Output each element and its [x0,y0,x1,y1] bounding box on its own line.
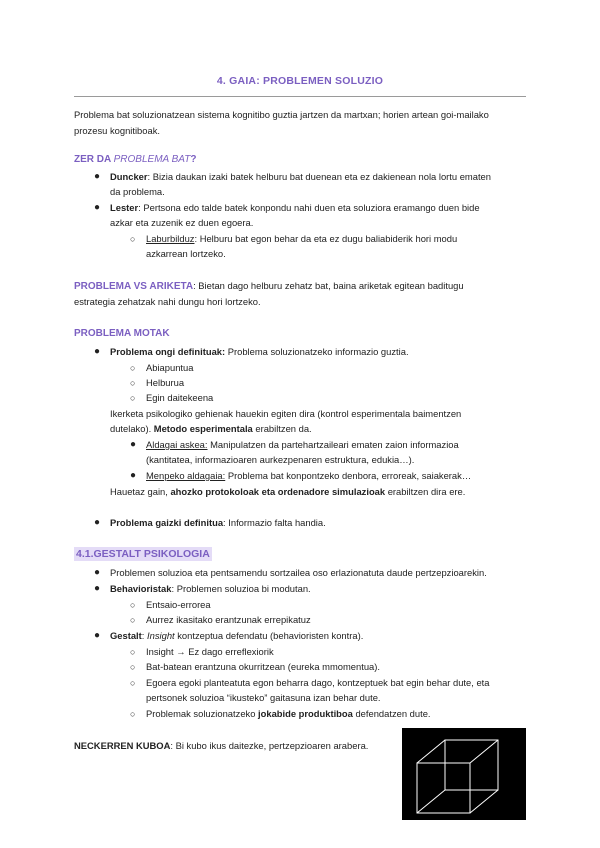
behav-text: : Problemen soluzioa bi modutan. [171,583,311,594]
behav-label: Behavioristak [110,583,172,594]
gestalt-text-b: Insight [147,630,175,641]
gestalt-sub-4a: Problemak soluzionatzeko [146,708,259,719]
bullet-icon: ● [130,439,137,450]
aldagai-text: Manipulatzen da partehartzaileari ematen zaion informazioa [207,439,459,450]
bullet-icon: ● [94,171,101,182]
behav-sub-2-text: Aurrez ikasitako erantzunak errepikatuz [146,614,311,625]
aldagai-item [130,438,526,452]
gestalt-sub-3-cont: pertsonek soluzioa “ikusteko” gaitasuna izan behar dute. [146,692,381,703]
problema-vs-line-1 [74,279,526,294]
necker-label: NECKERREN KUBOA [74,740,171,751]
behav-sub-1-text: Entsaio-errorea [146,599,211,610]
zer-da-heading-c: ? [190,154,197,165]
bullet-icon: ● [94,517,101,528]
intro-line-1: Problema bat soluzionatzean sistema kognitibo guztia jartzen da martxan; horien artean goi-mailako [74,109,489,120]
hauetaz-b: ahozko protokoloak eta ordenadore simulazioak [170,486,386,497]
hauetaz-line [110,485,520,499]
sub-abiapuntua [130,361,526,375]
intro-line-2: prozesu kognitiboak. [74,125,160,136]
gestalt-sub-4c: defendatzen dute. [352,708,431,719]
page-title: 4. GAIA: PROBLEMEN SOLUZIO [216,75,384,87]
ikerketa-line-1: Ikerketa psikologiko gehienak hauekin egiten dira (kontrol esperimentala baimentzen [110,408,462,419]
laburbilduz-item-cont: azkarrean lortzeko. [146,248,226,259]
circle-bullet-icon: ○ [130,662,136,672]
circle-bullet-icon: ○ [130,647,136,657]
circle-bullet-icon: ○ [130,615,136,625]
menpeko-item [130,469,526,483]
behav-sub-1 [130,598,526,612]
circle-bullet-icon: ○ [130,600,136,610]
zer-da-heading-b: PROBLEMA BAT [113,154,191,165]
gestalt-item-1 [94,566,520,580]
circle-bullet-icon: ○ [130,363,136,373]
ikerketa-2c: erabiltzen da. [252,423,312,434]
necker-line [74,739,394,753]
gaizki-label: Problema gaizki definitua [110,517,224,528]
duncker-item [94,170,520,184]
gestalt-item [94,629,520,643]
bullet-icon: ● [94,567,101,578]
gestalt-sub-2 [130,660,526,674]
bullet-icon: ● [130,470,137,481]
gestalt-heading-text: 4.1.GESTALT PSIKOLOGIA [76,548,210,560]
gestalt-text-c: kontzeptua defendatu (behavioristen kontra). [174,630,364,641]
gestalt-item-1-text: Problemen soluzioa eta pentsamendu sortzailea oso erlazionatuta daude pertzepzioarekin. [110,567,487,578]
aldagai-label: Aldagai askea: [146,439,208,450]
behav-item [94,582,520,596]
menpeko-text: Problema bat konpontzeko denbora, erroreak, saiakerak… [225,470,472,481]
gaizki-item [94,516,520,530]
necker-cube-image [402,728,526,820]
circle-bullet-icon: ○ [130,709,136,719]
laburbilduz-item [130,232,526,246]
problema-vs-heading: PROBLEMA VS ARIKETA [74,281,194,292]
necker-text: : Bi kubo ikus daitezke, pertzepzioaren arabera. [170,740,369,751]
laburbilduz-text: : Helburu bat egon behar da eta ez dugu baliabiderik hori modu [194,233,458,244]
gestalt-sub-2-text: Bat-batean erantzuna okurritzean (eureka mmomentua). [146,661,380,672]
sub-helburua-text: Helburua [146,377,185,388]
duncker-text: : Bizia daukan izaki batek helburu bat duenean eta ez dakienean nola lortu ematen [147,171,491,182]
problema-vs-text: : Bietan dago helburu zehatz bat, baina ariketak egitean baditugu [193,280,464,291]
sub-helburua [130,376,526,390]
behav-sub-2 [130,613,526,627]
necker-cube-icon [402,728,526,820]
gestalt-text-a: : [141,630,148,641]
hauetaz-c: erabiltzen dira ere. [385,486,466,497]
motak-heading: PROBLEMA MOTAK [74,328,170,339]
gestalt-sub-1 [130,645,526,659]
lester-item [94,201,520,215]
lester-text: : Pertsona edo talde batek konpondu nahi duen eta soluziora eramango duen bide [138,202,480,213]
bullet-icon: ● [94,583,101,594]
circle-bullet-icon: ○ [130,378,136,388]
lester-label: Lester [110,202,139,213]
gestalt-sub-4b: jokabide produktiboa [258,708,353,719]
ikerketa-line-2 [110,422,520,436]
ongi-item [94,345,520,359]
ikerketa-2b: Metodo esperimentala [153,423,253,434]
hauetaz-a: Hauetaz gain, [110,486,171,497]
gestalt-sub-4 [130,707,526,721]
ikerketa-2a: dutelako). [110,423,154,434]
sub-egin-text: Egin daitekeena [146,392,214,403]
title-divider [74,96,526,97]
zer-da-heading-a: ZER DA [74,154,114,165]
gaizki-text: : Informazio falta handia. [223,517,326,528]
circle-bullet-icon: ○ [130,393,136,403]
gestalt-sub-1-text: Insight → Ez dago erreflexiorik [146,646,274,657]
sub-egin [130,391,526,405]
duncker-item-cont: da problema. [110,186,165,197]
gestalt-sub-3 [130,676,526,690]
zer-da-heading [74,153,196,167]
bullet-icon: ● [94,202,101,213]
lester-item-cont: azkar eta zuzenik ez duen egoera. [110,217,254,228]
ongi-text: Problema soluzionatzeko informazio guztia. [225,346,409,357]
duncker-label: Duncker [110,171,148,182]
bullet-icon: ● [94,630,101,641]
gestalt-heading [74,547,212,561]
aldagai-item-cont: (kantitatea, informazioaren aurkezpenaren estruktura, edukia…). [146,454,415,465]
bullet-icon: ● [94,346,101,357]
gestalt-sub-3-text: Egoera egoki planteatuta egon beharra dago, kontzeptuek bat egin behar dute, eta [146,677,490,688]
laburbilduz-label: Laburbilduz [146,233,195,244]
ongi-label: Problema ongi definituak: [110,346,226,357]
problema-vs-line-2: estrategia zehatzak nahi dungu hori lortzeko. [74,296,261,307]
menpeko-label: Menpeko aldagaia: [146,470,226,481]
circle-bullet-icon: ○ [130,678,136,688]
sub-abiapuntua-text: Abiapuntua [146,362,194,373]
circle-bullet-icon: ○ [130,234,136,244]
gestalt-label: Gestalt [110,630,142,641]
